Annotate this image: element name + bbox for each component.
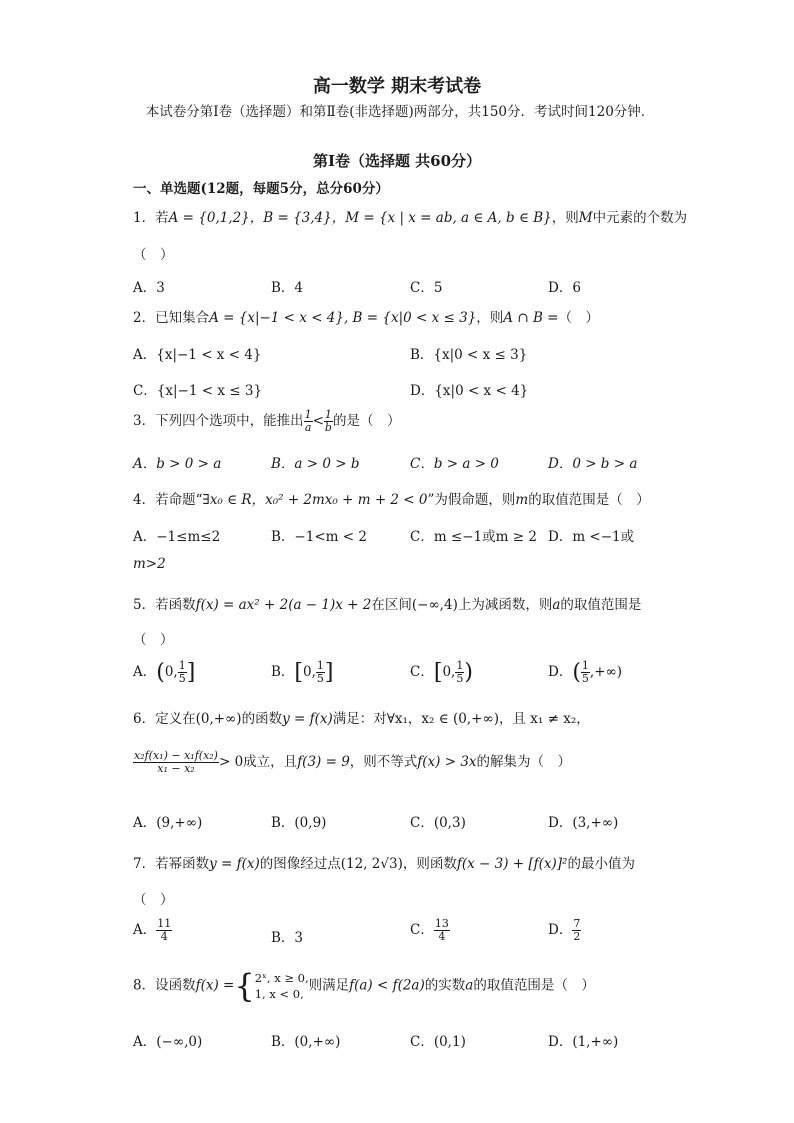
question-6-line2: $\frac{\text{x₂f(x₁) − x₁f(x₂)}}{\text{x₁ − x₂}}$ > 0成立，且f(3) = 9，则不等式f(x) > 3x的解集为（ ） (134, 749, 572, 775)
question-8-stem: 8．设函数f(x) ={ 2ˣ, x ≥ 0, 1, x < 0, 则满足f(a) < f(2a)的实数a的取值范围是（ ） (133, 967, 595, 1005)
question-6-stem: 6．定义在(0,+∞)的函数y = f(x)满足：对∀x₁，x₂ ∈ (0,+∞)，且 x₁ ≠ x₂， (133, 711, 590, 727)
q1-option-d: D．6 (548, 280, 581, 296)
question-1-stem: 1．若A = {0,1,2}，B = {3,4}，M = {x | x = ab, a ∈ A, b ∈ B}，则M中元素的个数为 (133, 210, 688, 226)
question-5-stem: 5．若函数f(x) = ax² + 2(a − 1)x + 2在区间(−∞,4)上为减函数，则a的取值范围是 (133, 597, 642, 613)
q3-option-b: B．a > 0 > b (271, 456, 360, 472)
q2-option-c: C．{x|−1 < x ≤ 3} (133, 383, 263, 399)
part-title: 一、单选题(12题，每题5分，总分60分） (133, 181, 389, 197)
q4-option-a: A．−1≤m≤2 (133, 529, 221, 545)
q1-option-b: B．4 (271, 280, 304, 296)
question-2-stem: 2．已知集合A = {x|−1 < x < 4}, B = {x|0 < x ≤ 3}，则A ∩ B =（ ） (133, 310, 599, 326)
q8-option-d: D．(1,+∞) (548, 1034, 619, 1050)
q6-option-c: C．(0,3) (410, 815, 466, 831)
q2-option-d: D．{x|0 < x < 4} (410, 383, 529, 399)
q6-option-b: B．(0,9) (271, 815, 327, 831)
q5-option-a: A．(0, $\frac{1}{5}$ ] (133, 659, 196, 685)
q7-option-b: B．3 (271, 930, 304, 946)
q6-fraction: $\frac{\text{x₂f(x₁) − x₁f(x₂)}}{\text{x₁ − x₂}}$ (134, 749, 218, 775)
q8-option-a: A．(−∞,0) (133, 1034, 203, 1050)
question-5-paren: （ ） (133, 632, 174, 648)
question-4-stem: 4．若命题“∃x₀ ∈ R，x₀² + 2mx₀ + m + 2 < 0”为假命题，则m的取值范围是（ ） (133, 492, 650, 508)
question-3-stem: 3．下列四个选项中，能推出 $\frac{1}{a}$ < $\frac{1}{b}$ 的是（ ） (133, 408, 401, 434)
q6-option-a: A．(9,+∞) (133, 815, 203, 831)
q1-option-a: A．3 (133, 280, 165, 296)
q8-piecewise: 2ˣ, x ≥ 0, 1, x < 0, (254, 971, 309, 1001)
q4-option-c: C．m ≤−1或m ≥ 2 (410, 529, 537, 545)
section-title: 第Ⅰ卷（选择题 共60分） (312, 152, 482, 170)
q3-frac-1a: $\frac{1}{a}$ (304, 408, 312, 434)
question-7-paren: （ ） (133, 892, 174, 908)
q7-option-c: C． $\frac{13}{4}$ (410, 917, 449, 943)
question-1-paren: （ ） (133, 247, 174, 263)
q3-frac-1b: $\frac{1}{b}$ (324, 408, 332, 434)
question-7-stem: 7．若幂函数y = f(x)的图像经过点(12, 2√3)，则函数f(x − 3) + [f(x)]²的最小值为 (133, 856, 635, 872)
q3-option-d: D．0 > b > a (548, 456, 638, 472)
q3-option-a: A．b > 0 > a (133, 456, 222, 472)
q5-option-c: C．[0, $\frac{1}{5}$ ) (410, 659, 473, 685)
q4-option-d: D．m <−1或 (548, 529, 635, 545)
q7-option-d: D． $\frac{7}{2}$ (548, 917, 581, 943)
exam-intro: 本试卷分第Ⅰ卷（选择题）和第Ⅱ卷(非选择题)两部分，共150分．考试时间120分钟． (145, 104, 655, 120)
q8-option-b: B．(0,+∞) (271, 1034, 341, 1050)
q5-option-b: B．[0, $\frac{1}{5}$ ] (271, 659, 334, 685)
q4-option-d-wrap: m>2 (133, 556, 166, 572)
q6-option-d: D．(3,+∞) (548, 815, 619, 831)
q7-option-a: A． $\frac{11}{4}$ (133, 917, 172, 943)
q8-option-c: C．(0,1) (410, 1034, 466, 1050)
q5-option-d: D．( $\frac{1}{5}$ ,+∞) (548, 659, 623, 685)
q3-option-c: C．b > a > 0 (410, 456, 499, 472)
q2-option-b: B．{x|0 < x ≤ 3} (410, 347, 528, 363)
q1-option-c: C．5 (410, 280, 443, 296)
q2-option-a: A．{x|−1 < x < 4} (133, 347, 262, 363)
q4-option-b: B．−1<m < 2 (271, 529, 367, 545)
exam-title: 高一数学 期末考试卷 (312, 76, 482, 97)
